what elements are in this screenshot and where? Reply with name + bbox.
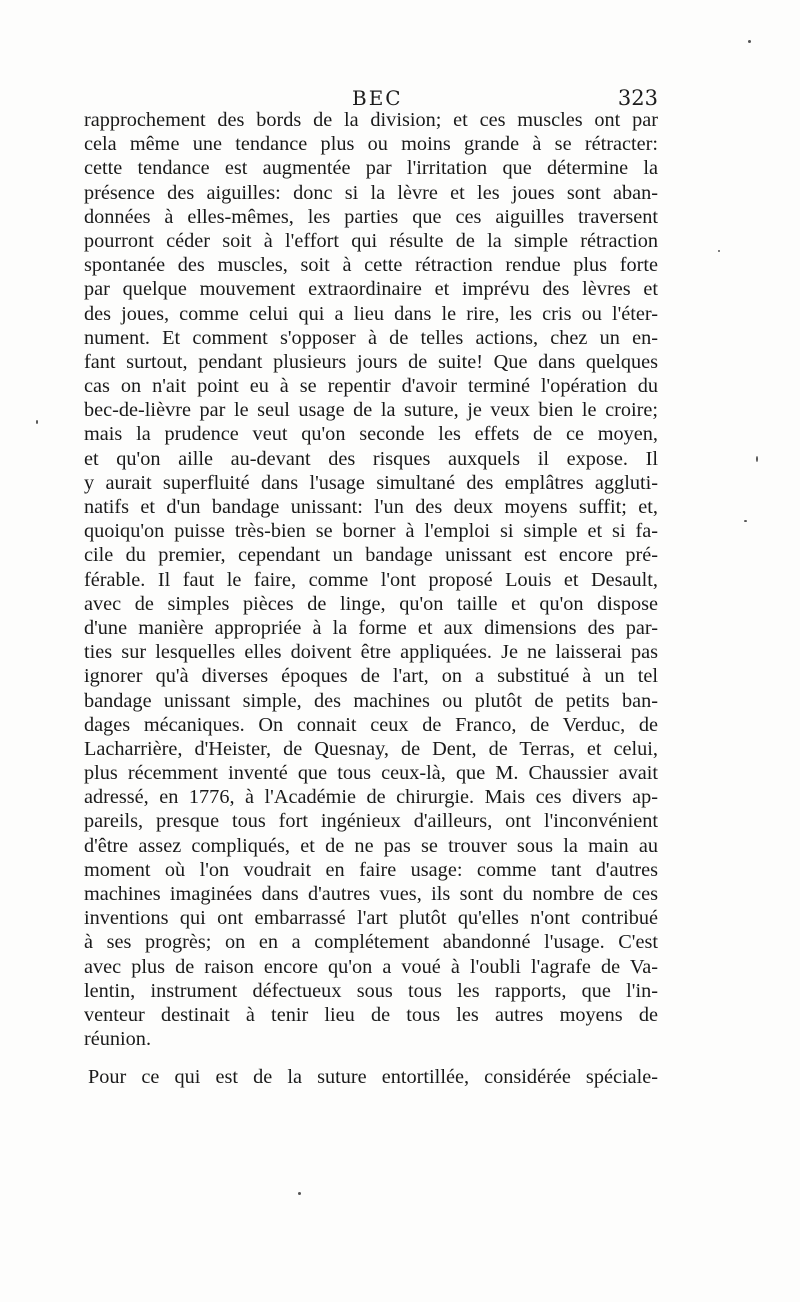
text-line: quoiqu'on puisse très-bien se borner à l'emploi si simple et si fa- [84,520,658,543]
text-line: Pour ce qui est de la suture entortillée, considérée spéciale- [88,1066,658,1089]
text-line: lentin, instrument défectueux sous tous les rapports, que l'in- [84,979,658,1002]
ink-speck [756,456,758,462]
paragraph [84,1065,658,1089]
text-line: ties sur lesquelles elles doivent être appliquées. Je ne laisserai pas [84,641,658,664]
text-line: d'une manière appropriée à la forme et aux dimensions des par- [84,616,658,639]
running-title: BEC [352,86,403,110]
text-line: à ses progrès; on en a complétement abandonné l'usage. C'est [84,931,658,954]
text-line: ignorer qu'à diverses époques de l'art, on a substitué à un tel [84,665,658,688]
text-line: bandage unissant simple, des machines ou plutôt de petits ban- [84,689,658,712]
text-line: venteur destinait à tenir lieu de tous les autres moyens de [84,1003,658,1026]
ink-speck [748,40,751,43]
text-line: réunion. [84,1028,152,1051]
text-line: férable. Il faut le faire, comme l'ont proposé Louis et Desault, [84,568,658,591]
text-line: fant surtout, pendant plusieurs jours de suite! Que dans quelques [84,350,658,373]
ink-speck [298,1192,301,1195]
paragraph-spacer [84,1051,658,1065]
text-line: y aurait superfluité dans l'usage simultané des emplâtres aggluti- [84,471,658,494]
text-line: bec-de-lièvre par le seul usage de la suture, je veux bien le croire; [84,399,658,422]
text-line: pourront céder soit à l'effort qui résulte de la simple rétraction [84,229,658,252]
text-line: rapprochement des bords de la division; et ces muscles ont par [84,109,658,131]
text-line: cas on n'ait point eu à se repentir d'avoir terminé l'opération du [84,375,658,398]
text-line: inventions qui ont embarrassé l'art plutôt qu'elles n'ont contribué [84,907,658,930]
text-line: et qu'on aille au-devant des risques auxquels il expose. Il [84,447,658,470]
text-line: nument. Et comment s'opposer à de telles actions, chez un en- [84,326,658,349]
text-line: présence des aiguilles: donc si la lèvre et les joues sont aban- [84,181,658,204]
text-line: cile du premier, cependant un bandage unissant est encore pré- [84,544,658,567]
text-line: machines imaginées dans d'autres vues, ils sont du nombre de ces [84,883,658,905]
paragraph [84,108,658,1051]
text-line: mais la prudence veut qu'on seconde les effets de ce moyen, [84,423,658,446]
text-line: adressé, en 1776, à l'Académie de chirurgie. Mais ces divers ap- [84,786,658,809]
text-line: Lacharrière, d'Heister, de Quesnay, de Dent, de Terras, et celui, [84,737,658,760]
text-line: cela même une tendance plus ou moins grande à se rétracter: [84,133,658,156]
text-line: plus récemment inventé que tous ceux-là, que M. Chaussier avait [84,762,658,785]
text-line: données à elles-mêmes, les parties que ces aiguilles traversent [84,205,658,228]
text-line: dages mécaniques. On connait ceux de Franco, de Verduc, de [84,713,658,736]
text-line: natifs et d'un bandage unissant: l'un des deux moyens suffit; et, [84,496,658,518]
page-number: 323 [617,86,658,110]
text-line: spontanée des muscles, soit à cette rétraction rendue plus forte [84,254,658,277]
ink-speck [718,250,720,252]
ink-speck [36,420,38,424]
text-line: d'être assez compliqués, et de ne pas se trouver sous la main au [84,834,658,857]
text-line: cette tendance est augmentée par l'irritation que détermine la [84,157,658,180]
text-line: avec plus de raison encore qu'on a voué à l'oubli l'agrafe de Va- [84,955,658,978]
text-line: par quelque mouvement extraordinaire et imprévu des lèvres et [84,278,658,301]
text-line: avec de simples pièces de linge, qu'on taille et qu'on dispose [84,592,658,615]
text-line: moment où l'on voudrait en faire usage: comme tant d'autres [84,858,658,881]
text-line: des joues, comme celui qui a lieu dans le rire, les cris ou l'éter- [84,302,658,325]
ink-speck [744,520,747,522]
body-text [84,108,658,1090]
text-line: pareils, presque tous fort ingénieux d'ailleurs, ont l'inconvénient [84,810,658,833]
